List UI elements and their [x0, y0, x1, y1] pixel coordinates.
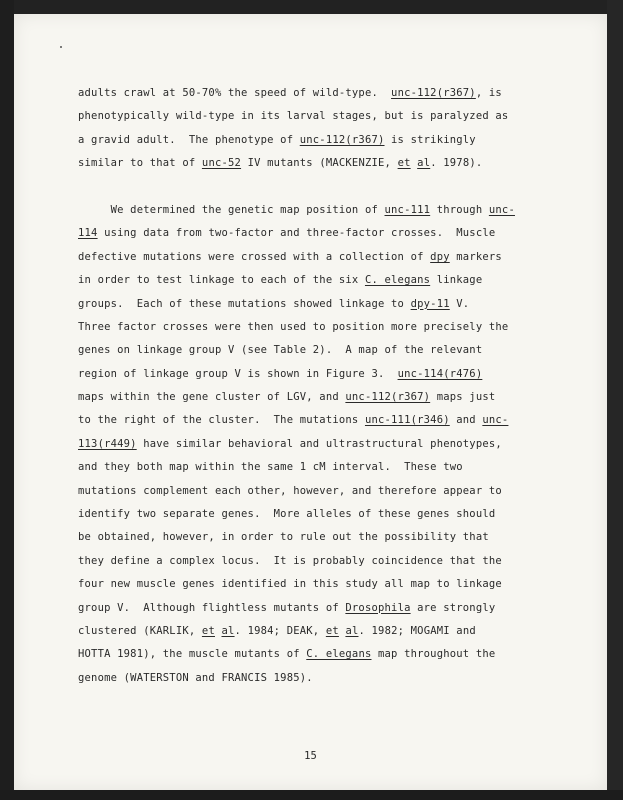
text-run: genes on linkage group V (see Table 2). A map of the relevant: [78, 344, 483, 357]
text-run: . 1978).: [430, 157, 483, 170]
text-line: [78, 433, 568, 456]
text-line: [78, 526, 568, 549]
gene-name: unc-112(r367): [299, 133, 385, 146]
text-run: genome (WATERSTON and FRANCIS 1985).: [78, 671, 313, 684]
text-run: V.: [449, 297, 470, 310]
text-line: [78, 105, 568, 128]
gene-name: dpy-11: [410, 297, 450, 310]
gene-name: 113(r449): [78, 437, 137, 450]
citation-italic: et: [201, 624, 215, 637]
gene-name: unc-52: [201, 157, 242, 170]
gene-name: unc-: [488, 203, 515, 216]
text-line: [78, 480, 568, 503]
text-run: map throughout the: [371, 648, 496, 661]
text-line: [78, 246, 568, 269]
citation-italic: et: [325, 624, 339, 637]
text-line: [78, 667, 568, 690]
text-run: adults crawl at 50-70% the speed of wild-type.: [78, 87, 392, 99]
text-line: [78, 643, 568, 666]
text-run: using data from two-factor and three-factor crosses. Muscle: [97, 227, 496, 240]
text-run: groups. Each of these mutations showed linkage to: [78, 297, 411, 310]
text-line: [78, 129, 568, 152]
text-line: [78, 386, 568, 409]
text-run: is strikingly: [384, 133, 476, 146]
text-run: We determined the genetic map position of: [78, 203, 385, 216]
text-run: IV mutants (MACKENZIE,: [241, 157, 398, 170]
text-run: a gravid adult. The phenotype of: [78, 133, 300, 146]
gene-name: 114: [78, 227, 98, 240]
text-run: in order to test linkage to each of the six: [78, 274, 365, 287]
text-run: clustered (KARLIK,: [78, 624, 202, 637]
text-run: Three factor crosses were then used to position more precisely the: [78, 320, 509, 333]
text-line: [78, 573, 568, 596]
text-line: [78, 152, 568, 175]
text-run: and they both map within the same 1 cM interval. These two: [78, 461, 463, 474]
text-run: maps just: [430, 391, 496, 404]
text-line: [78, 222, 568, 245]
species-name: C. elegans: [306, 648, 372, 661]
text-run: are strongly: [410, 601, 496, 614]
gene-name: unc-111: [384, 203, 431, 216]
text-run: phenotypically wild-type in its larval stages, but is paralyzed as: [78, 110, 509, 123]
text-line: [78, 503, 568, 526]
text-run: linkage: [430, 274, 483, 287]
gene-name: unc-112(r367): [391, 87, 476, 99]
text-run: HOTTA 1981), the muscle mutants of: [78, 648, 307, 661]
text-line: [78, 597, 568, 620]
text-run: similar to that of: [78, 157, 202, 170]
text-line: [78, 293, 568, 316]
text-line: [78, 339, 568, 362]
body-text: [78, 82, 568, 690]
text-run: . 1982; MOGAMI and: [358, 624, 476, 637]
gene-name: unc-111(r346): [364, 414, 450, 427]
text-run: , is: [475, 87, 502, 99]
text-run: identify two separate genes. More alleles of these genes should: [78, 508, 496, 521]
gene-name: unc-: [482, 414, 509, 427]
text-line: [78, 409, 568, 432]
text-line: [78, 82, 568, 105]
gene-name: dpy: [430, 250, 450, 263]
text-run: be obtained, however, in order to rule out the possibility that: [78, 531, 489, 544]
text-run: maps within the gene cluster of LGV, and: [78, 391, 346, 404]
text-run: through: [430, 203, 489, 216]
text-line: [78, 269, 568, 292]
gene-name: unc-114(r476): [397, 367, 483, 380]
citation-italic: al: [417, 157, 431, 170]
paper-speck: [60, 46, 62, 48]
text-line: [78, 316, 568, 339]
scan-border-left: [0, 0, 14, 800]
text-line: [78, 363, 568, 386]
text-line: [78, 456, 568, 479]
text-run: defective mutations were crossed with a collection of: [78, 250, 431, 263]
text-run: mutations complement each other, however, and therefore appear to: [78, 484, 502, 497]
text-run: four new muscle genes identified in this study all map to linkage: [78, 578, 502, 591]
text-run: group V. Although flightless mutants of: [78, 601, 346, 614]
citation-italic: et: [397, 157, 411, 170]
text-run: . 1984; DEAK,: [234, 624, 326, 637]
text-line: [78, 199, 568, 222]
gene-name: unc-112(r367): [345, 391, 431, 404]
text-run: region of linkage group V is shown in Figure 3.: [78, 367, 398, 380]
text-run: have similar behavioral and ultrastructural phenotypes,: [136, 437, 502, 450]
species-name: C. elegans: [364, 274, 431, 287]
species-name: Drosophila: [345, 601, 411, 614]
citation-italic: al: [345, 624, 359, 637]
citation-italic: al: [221, 624, 235, 637]
document-page: [14, 14, 607, 790]
text-run: they define a complex locus. It is probably coincidence that the: [78, 554, 502, 567]
text-run: to the right of the cluster. The mutations: [78, 414, 365, 427]
text-run: markers: [449, 250, 502, 263]
text-line: [78, 620, 568, 643]
scan-border-top: [0, 0, 623, 14]
paragraph-gap: [78, 176, 568, 199]
page-number: 15: [304, 750, 317, 762]
text-line: [78, 550, 568, 573]
text-run: and: [449, 414, 483, 427]
scan-border-bottom: [0, 790, 623, 800]
scan-border-right: [607, 0, 623, 800]
